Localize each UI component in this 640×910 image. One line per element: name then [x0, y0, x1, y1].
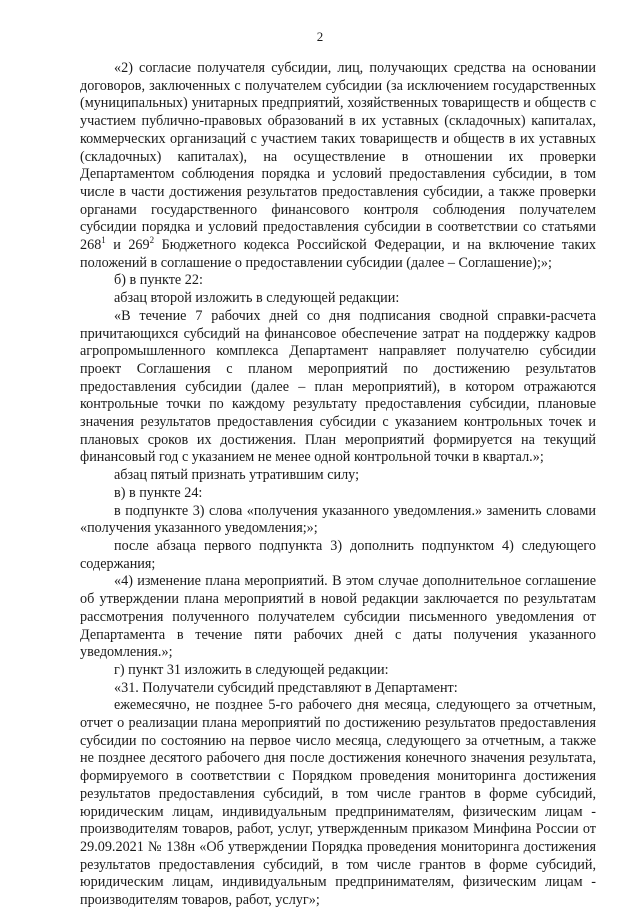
page-number: 2 [316, 29, 324, 44]
paragraph-repeal: абзац пятый признать утратившим силу; [114, 467, 360, 484]
paragraph-quote: «31. Получатели субсидий представляют в Департамент: [114, 679, 458, 696]
paragraph-consent [80, 60, 596, 272]
article-superscript: 2 [149, 235, 155, 246]
paragraph-consent-text: Бюджетного кодекса Российской Федерации, и на включение таких положений в соглашение о предоставлении субсидии (далее – Соглашение);»; [80, 237, 597, 271]
paragraph-quote: «В течение 7 рабочих дней со дня подписания сводной справки-расчета причитающихся субсидий на финансовое обеспечение затрат на поддержку кадров агропромышленного комплекса Департамент направляет получателю субсидии проект Соглашения с планом мероприятий по достижению результатов предоставления субсидии (далее – план мероприятий), в котором отражаются контрольные точки по каждому результату предоставления субсидии, плановые значения результатов предоставления субсидии с указанием контрольных точек и плановых сроков их достижения. План мероприятий формируется на текущий финансовый год с указанием не менее одной контрольной точки в квартал.»; [80, 307, 596, 466]
paragraph-item-c: в) в пункте 24: [114, 484, 203, 501]
paragraph-quote: «4) изменение плана мероприятий. В этом случае дополнительное соглашение об утверждении плана мероприятий в новой редакции заключается по результатам рассмотрения полученного получателем субсидии письменного уведомления от Департамента в течение пяти рабочих дней с даты получения указанного уведомления.»; [80, 573, 596, 661]
document-body [80, 60, 596, 910]
paragraph-monthly-report: ежемесячно, не позднее 5-го рабочего дня месяца, следующего за отчетным, отчет о реализации плана мероприятий по достижению результатов предоставления субсидии по состоянию на первое число месяца, следующего за отчетным, а также не позднее десятого рабочего дня после достижения конечного значения результата, формируемого в соответствии с Порядком проведения мониторинга достижения результатов предоставления субсидий, в том числе грантов в форме субсидий, юридическим лицам, индивидуальным предпринимателям, физическим лицам - производителям товаров, работ, услуг, утвержденным приказом Минфина России от 29.09.2021 № 138н «Об утверждении Порядка проведения мониторинга достижения результатов предоставления субсидий, в том числе грантов в форме субсидий, юридическим лицам, индивидуальным предпринимателям, физическим лицам - производителям товаров, работ, услуг»; [80, 697, 596, 909]
paragraph-item-d: г) пункт 31 изложить в следующей редакции: [114, 661, 389, 678]
paragraph-consent-text: и 269 [105, 237, 150, 254]
paragraph-addition: после абзаца первого подпункта 3) дополнить подпунктом 4) следующего содержания; [80, 537, 596, 572]
paragraph-replace: в подпункте 3) слова «получения указанного уведомления.» заменить словами «получения указанного уведомления;»; [80, 502, 596, 537]
article-superscript: 1 [101, 235, 106, 246]
paragraph-intro: абзац второй изложить в следующей редакции: [114, 290, 400, 307]
paragraph-consent-text: «2) согласие получателя субсидии, лиц, получающих средства на основании договоров, заключенных с получателем субсидии (за исключением государственных (муниципальных) унитарных предприятий, хозяйственных товариществ и обществ с участием публично-правовых образований в их уставных (складочных) капиталах, коммерческих организаций с участием таких товариществ и обществ в их уставных (складочных) капиталах), на осуществление в отношении их проверки Департаментом соблюдения порядка и условий предоставления субсидии, в том числе в части достижения результатов предоставления субсидии, а также проверки органами государственного финансового контроля соблюдения получателем субсидии порядка и условий предоставления субсидии в соответствии со статьями 268 [80, 60, 596, 254]
paragraph-item-b: б) в пункте 22: [114, 272, 203, 289]
